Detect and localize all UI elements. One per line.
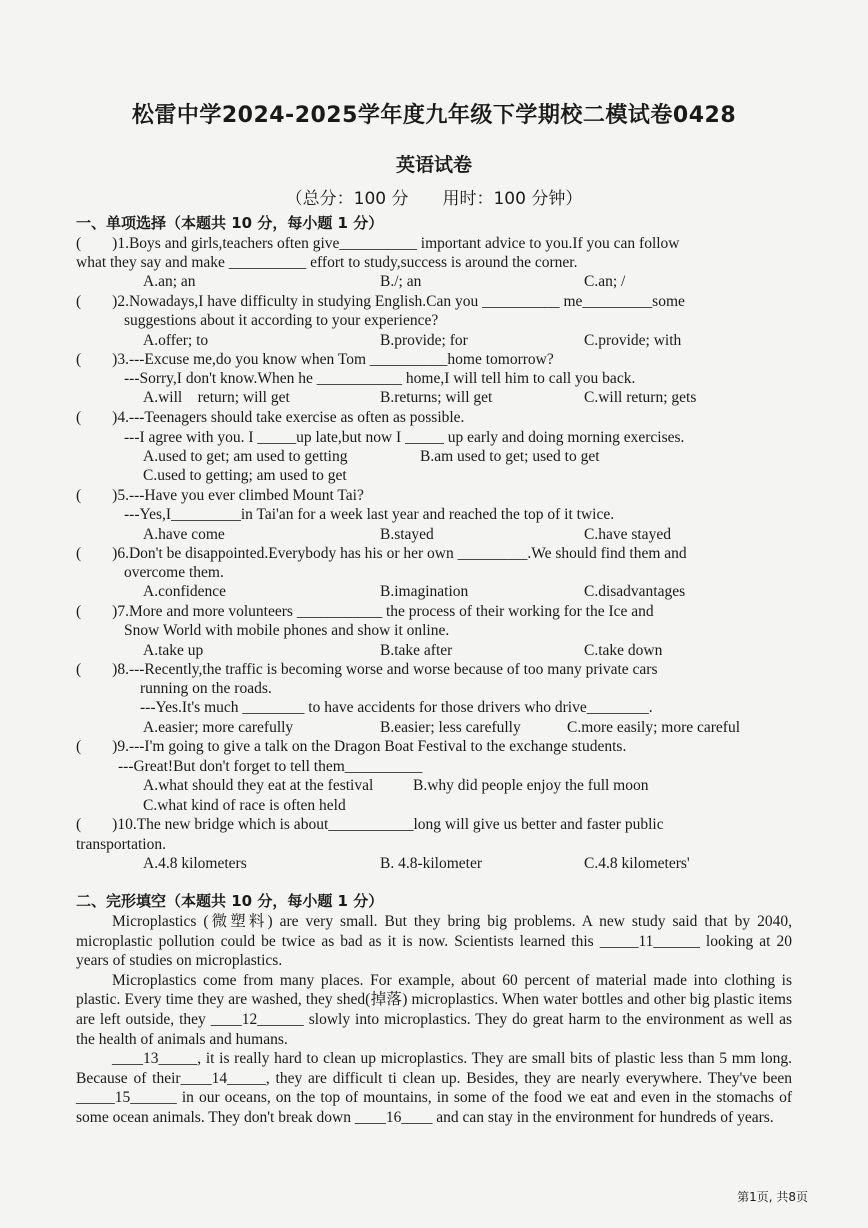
option-b: B.take after xyxy=(380,642,453,659)
option-c: C.more easily; more careful xyxy=(567,719,741,736)
question-line: ( )9.---I'm going to give a talk on the Dragon Boat Festival to the exchange students. xyxy=(76,738,627,755)
option-a: A.what should they eat at the festival xyxy=(143,777,374,794)
option-c: C.take down xyxy=(584,642,663,659)
exam-title: 松雷中学2024-2025学年度九年级下学期校二模试卷0428 xyxy=(131,103,737,128)
question-line: ( )4.---Teenagers should take exercise as often as possible. xyxy=(76,409,465,426)
option-b: B.stayed xyxy=(380,526,434,543)
subject-title: 英语试卷 xyxy=(395,154,472,176)
question-line: ---Yes,I_________in Tai'an for a week last year and reached the top of it twice. xyxy=(124,506,615,523)
option-c: C.will return; gets xyxy=(584,389,697,406)
option-c: C.provide; with xyxy=(584,332,682,349)
score-time-info: （总分：100 分 用时：100 分钟） xyxy=(285,189,583,209)
option-a: A.confidence xyxy=(143,583,227,600)
option-c: C.have stayed xyxy=(584,526,671,543)
option-b: B.imagination xyxy=(380,583,469,600)
cloze-paragraph: Microplastics come from many places. For example, about 60 percent of material made into clothing is plastic. Every time they are washed, they shed(掉落) microplastics. When water bottles and other big plastic items are left outside, they ____12______ slowly into microplastics. They do great harm to the environment as well as the health of animals and humans. xyxy=(76,971,792,1048)
option-b: B.why did people enjoy the full moon xyxy=(413,777,649,794)
option-a: A.have come xyxy=(143,526,225,543)
question-line: Snow World with mobile phones and show it online. xyxy=(124,622,450,639)
option-a: A.will return; will get xyxy=(143,389,290,406)
question-line: ( )1.Boys and girls,teachers often give__________ important advice to you.If you can follow xyxy=(76,235,680,252)
option-b: B.returns; will get xyxy=(380,389,493,406)
option-a: A.4.8 kilometers xyxy=(143,855,247,872)
option-a: A.offer; to xyxy=(143,332,209,349)
cloze-paragraph: ____13_____, it is really hard to clean up microplastics. They are small bits of plastic less than 5 mm long. Because of their____14_____, they are difficult ti clean up. Besides, they are nearly everywhere. They've been _____15______ in our oceans, on the top of mountains, in some of the food we eat and even in the stomachs of some ocean animals. They don't break down ____16____ and can stay in the environment for hundreds of years. xyxy=(76,1050,792,1126)
option-c: C.4.8 kilometers' xyxy=(584,855,690,872)
question-line: ( )5.---Have you ever climbed Mount Tai? xyxy=(76,487,364,504)
option-b: B.easier; less carefully xyxy=(380,719,521,736)
option-c: C.disadvantages xyxy=(584,583,686,600)
question-line: ---I agree with you. I _____up late,but now I _____ up early and doing morning exercises. xyxy=(124,429,685,446)
option-c: C.used to getting; am used to get xyxy=(143,467,347,484)
option-c: C.an; / xyxy=(584,273,626,290)
question-line: overcome them. xyxy=(124,564,224,581)
option-c: C.what kind of race is often held xyxy=(143,797,346,814)
option-b: B./; an xyxy=(380,273,422,290)
question-line: suggestions about it according to your experience? xyxy=(124,312,439,329)
question-line: ( )6.Don't be disappointed.Everybody has his or her own _________.We should find them and xyxy=(76,545,687,562)
section1-heading: 一、单项选择（本题共 10 分，每小题 1 分） xyxy=(76,214,384,232)
option-a: A.used to get; am used to getting xyxy=(143,448,348,465)
option-a: A.an; an xyxy=(143,273,196,290)
page-number: 第1页, 共8页 xyxy=(737,1190,808,1204)
question-line: ---Sorry,I don't know.When he ___________ home,I will tell him to call you back. xyxy=(124,370,636,387)
cloze-passage xyxy=(76,912,792,1128)
option-b: B. 4.8-kilometer xyxy=(380,855,483,872)
question-line: ( )3.---Excuse me,do you know when Tom __________home tomorrow? xyxy=(76,351,554,368)
section2-heading: 二、完形填空（本题共 10 分，每小题 1 分） xyxy=(76,892,384,910)
question-line: ---Great!But don't forget to tell them__________ xyxy=(118,758,423,775)
cloze-paragraph: Microplastics (微塑料) are very small. But they bring big problems. A new study said that by 2040, microplastic pollution could be twice as bad as it is now. Scientists learned this _____11______ looking at 20 years of studies on microplastics. xyxy=(76,913,792,970)
question-line: ( )7.More and more volunteers ___________ the process of their working for the Ice and xyxy=(76,603,654,620)
question-line: ( )2.Nowadays,I have difficulty in studying English.Can you __________ me_________some xyxy=(76,293,685,310)
question-line: transportation. xyxy=(76,836,166,853)
question-line: ---Yes.It's much ________ to have accidents for those drivers who drive________. xyxy=(140,699,653,716)
option-b: B.am used to get; used to get xyxy=(420,448,600,465)
question-line: running on the roads. xyxy=(140,680,272,697)
option-a: A.take up xyxy=(143,642,204,659)
question-line: what they say and make __________ effort to study,success is around the corner. xyxy=(76,254,578,271)
option-a: A.easier; more carefully xyxy=(143,719,294,736)
question-line: ( )8.---Recently,the traffic is becoming worse and worse because of too many private cars xyxy=(76,661,658,678)
option-b: B.provide; for xyxy=(380,332,468,349)
question-line: ( )10.The new bridge which is about___________long will give us better and faster public xyxy=(76,816,664,833)
